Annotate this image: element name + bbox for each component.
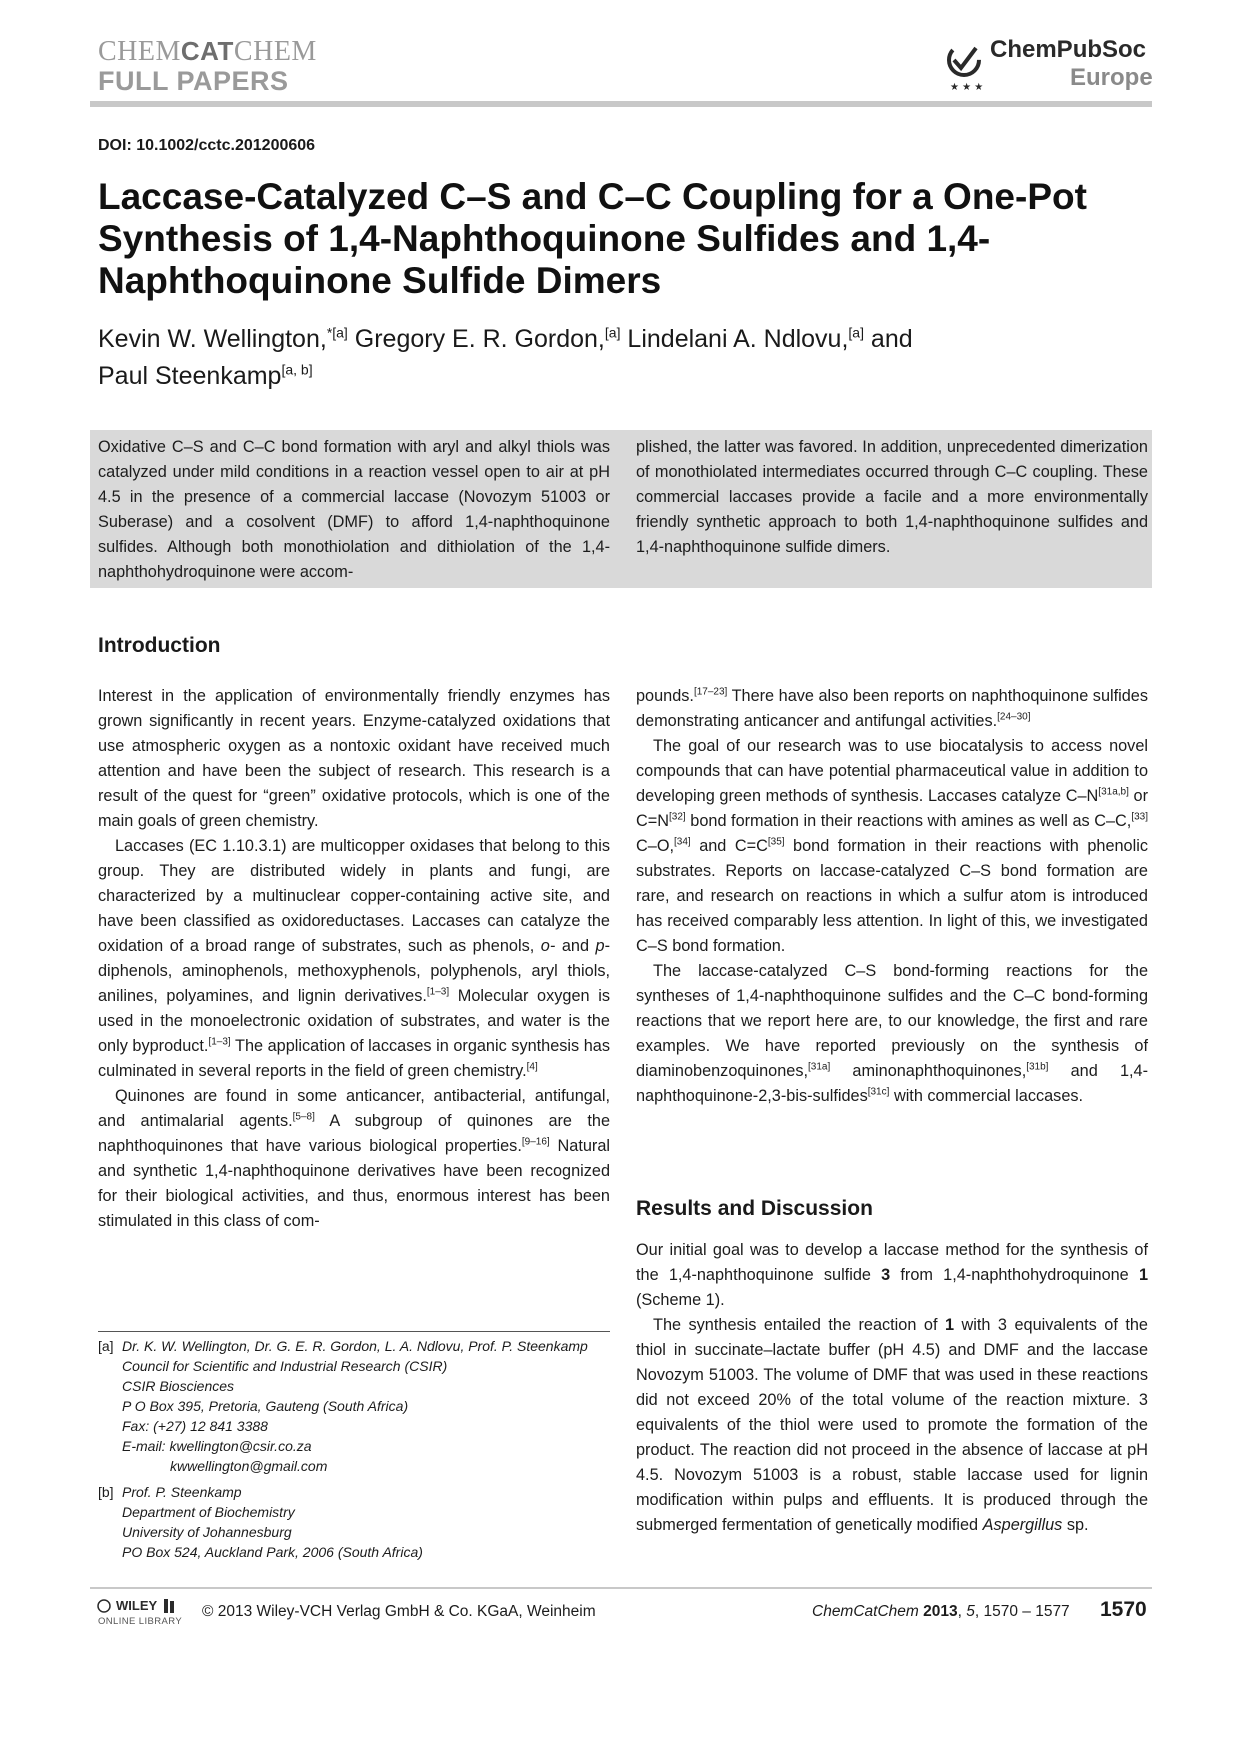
compound-number: 1 [944, 1316, 955, 1334]
citation-volume: 5 [966, 1603, 975, 1620]
article-title: Laccase-Catalyzed C–S and C–C Coupling for a One-Pot Synthesis of 1,4-Naphthoquinone Sulfides and 1,4-Naphthoquinone Sulfide Dimers [98, 176, 1087, 301]
journal-name-bold: CAT [180, 36, 234, 66]
affiliation-a [98, 1336, 610, 1476]
compound-number: 1 [1138, 1266, 1149, 1284]
author-separator: and [863, 325, 913, 354]
journal-name-prefix: CHEM [98, 36, 181, 67]
results-heading: Results and Discussion [636, 1197, 873, 1220]
author [98, 325, 355, 353]
affiliation-tag: [a] [98, 1338, 114, 1354]
citation-pages: 1570 – 1577 [983, 1603, 1070, 1620]
wiley-online-library: ONLINE LIBRARY [98, 1616, 183, 1627]
introduction-heading: Introduction [98, 634, 221, 657]
affiliation-mark: [a] [848, 325, 864, 341]
header-rule [90, 101, 1152, 107]
author [98, 362, 313, 390]
citation[interactable]: [1–3] [426, 986, 450, 998]
citation[interactable]: [33] [1131, 811, 1148, 823]
citation[interactable]: [9–16] [521, 1136, 550, 1148]
paragraph: The goal of our research was to use biocatalysis to access novel compounds that can have potential pharmaceutical value in addition to developing green methods of synthesis. Laccases catalyze C–N[31a,b] or C=N[32] bond formation in their reactions with amines as well as C–C,[33] C–O,[34] and C=C[35] bond formation in their reactions with phenolic substrates. Reports on laccase-catalyzed C–S bond formation are rare, and research on reactions in which a sulfur atom is introduced has received comparably less attention. In light of this, we investigated C–S bond formation. [636, 737, 1149, 955]
affiliation-line: PO Box 524, Auckland Park, 2006 (South Africa) [122, 1544, 423, 1560]
paragraph: Our initial goal was to develop a laccase method for the synthesis of the 1,4-naphthoquinone sulfide 3 from 1,4-naphthohydroquinone 1 (Scheme 1). [636, 1241, 1149, 1309]
citation[interactable]: [17–23] [693, 686, 728, 698]
affiliation-b [98, 1482, 610, 1562]
affiliation-line: Prof. P. Steenkamp [122, 1484, 242, 1500]
compound-number: 3 [881, 1266, 891, 1284]
affiliation-line: Fax: (+27) 12 841 3388 [122, 1418, 268, 1434]
author [355, 325, 628, 353]
footer-rule [90, 1587, 1152, 1589]
paragraph: The laccase-catalyzed C–S bond-forming reactions for the syntheses of 1,4-naphthoquinone sulfides and the C–C bond-forming reactions that we report here are, to our knowledge, the first and rare examples. We have reported previously on the synthesis of diaminobenzoquinones,[31a] aminonaphthoquinones,[31b] and 1,4-naphthoquinone-2,3-bis-sulfides[31c] with commercial laccases. [636, 962, 1148, 1105]
journal-name [98, 38, 317, 66]
citation[interactable]: [4] [526, 1061, 538, 1073]
doi[interactable]: DOI: 10.1002/cctc.201200606 [98, 137, 316, 154]
abstract-text-right: plished, the latter was favored. In addition, unprecedented dimerization of monothiolated intermediates occurred through C–C coupling. These commercial laccases provide a facile and a more environmentally friendly synthetic approach to both 1,4-naphthoquinone sulfides and 1,4-naphthoquinone sulfide dimers. [636, 438, 1148, 556]
affiliation-tag: [b] [98, 1484, 114, 1500]
wiley-wordmark: WILEY [116, 1598, 158, 1613]
citation[interactable]: [35] [767, 836, 785, 848]
citation[interactable]: [1–3] [208, 1036, 231, 1048]
citation[interactable]: [24–30] [997, 711, 1031, 723]
affiliation-line: Department of Biochemistry [122, 1504, 295, 1520]
copyright-notice: © 2013 Wiley-VCH Verlag GmbH & Co. KGaA, Weinheim [202, 1603, 596, 1620]
author-name: Gregory E. R. Gordon, [354, 325, 605, 354]
citation[interactable]: [5–8] [292, 1111, 315, 1123]
affiliation-mark: [a] [604, 325, 621, 341]
citation-journal: ChemCatChem [812, 1603, 919, 1620]
publisher-name: ChemPubSoc [990, 36, 1147, 63]
citation[interactable]: [34] [674, 836, 691, 848]
email-link[interactable]: E-mail: kwellington@csir.co.za [122, 1438, 312, 1454]
affiliation-line: Council for Scientific and Industrial Research (CSIR) [122, 1358, 448, 1374]
citation[interactable]: [32] [669, 811, 686, 823]
affiliation-mark: *[a] [326, 325, 348, 341]
author-name: Lindelani A. Ndlovu, [627, 325, 849, 354]
affiliation-rule [98, 1331, 610, 1332]
results-column [636, 1238, 1148, 1538]
affiliation-line: University of Johannesburg [122, 1524, 292, 1540]
journal-citation: ChemCatChem 2013, 5, 1570 – 1577 [812, 1603, 1070, 1620]
paragraph: pounds.[17–23] There have also been reports on naphthoquinone sulfides demonstrating anticancer and antifungal activities.[24–30] [636, 686, 1149, 730]
publisher-region: Europe [1070, 64, 1153, 91]
introduction-column-right [636, 684, 1148, 1109]
paragraph: The synthesis entailed the reaction of 1 with 3 equivalents of the thiol in succinate–lactate buffer (pH 4.5) and DMF and the laccase Novozym 51003. The volume of DMF that was used in these reactions did not exceed 20% of the total volume of the reaction mixture. 3 equivalents of the thiol were used to promote the formation of the product. The reaction did not proceed in the absence of laccase at pH 4.5. Novozym 51003 is a robust, stable laccase used for lignin modification within pulps and effluents. It is produced through the submerged fermentation of genetically modified Aspergillus sp. [636, 1316, 1148, 1534]
author-name: Kevin W. Wellington, [98, 325, 327, 354]
author-separator [348, 325, 355, 353]
citation[interactable]: [31a,b] [1098, 786, 1129, 798]
journal-name-suffix: CHEM [233, 36, 317, 67]
citation[interactable]: [31a] [808, 1061, 831, 1073]
citation[interactable]: [31b] [1026, 1061, 1049, 1073]
paragraph: Interest in the application of environmentally friendly enzymes has grown significantly in recent years. Enzyme-catalyzed oxidations that use atmospheric oxygen as a nontoxic oxidant have received much attention and have been the subject of research. This research is a result of the quest for “green” oxidative protocols, which is one of the main goals of green chemistry. [98, 687, 610, 830]
author [627, 325, 912, 353]
abstract-text-left: Oxidative C–S and C–C bond formation with aryl and alkyl thiols was catalyzed under mild conditions in a reaction vessel open to air at pH 4.5 in the presence of a commercial laccase (Novozym 51003 or Suberase) and a cosolvent (DMF) to afford 1,4-naphthoquinone sulfides. Although both monothiolation and dithiolation of the 1,4-naphthohydroquinone were accom- [98, 438, 610, 581]
citation-year: 2013 [923, 1603, 958, 1620]
citation[interactable]: [31c] [867, 1086, 890, 1098]
introduction-column-left [98, 684, 610, 1234]
email-link[interactable]: kwwellington@gmail.com [170, 1458, 328, 1474]
paragraph: Quinones are found in some anticancer, antibacterial, antifungal, and antimalarial agents.[5–8] A subgroup of quinones are the naphthoquinones that have various biological properties.[9–16] Natural and synthetic 1,4-naphthoquinone derivatives have been recognized for their biological activities, and thus, enormous interest has been stimulated in this class of com- [98, 1087, 611, 1230]
affiliation-mark: [a, b] [281, 361, 313, 378]
affiliation-line: CSIR Biosciences [122, 1378, 235, 1394]
section-label: FULL PAPERS [98, 66, 289, 96]
svg-text:★ ★ ★: ★ ★ ★ [950, 82, 984, 93]
author-list [98, 318, 1158, 391]
affiliation-line: P O Box 395, Pretoria, Gauteng (South Africa) [122, 1398, 409, 1414]
paragraph: Laccases (EC 1.10.3.1) are multicopper oxidases that belong to this group. They are distributed widely in plants and fungi, are characterized by a multinuclear copper-containing active site, and have been classified as oxidoreductases. Laccases can catalyze the oxidation of a broad range of substrates, such as phenols, o- and p-diphenols, aminophenols, methoxyphenols, polyphenols, aryl thiols, anilines, polyamines, and lignin derivatives.[1–3] Molecular oxygen is used in the monoelectronic oxidation of substrates, and water is the only byproduct.[1–3] The application of laccases in organic synthesis has culminated in several reports in the field of green chemistry.[4] [98, 837, 611, 1080]
page-number: 1570 [1100, 1598, 1147, 1621]
author-name: Paul Steenkamp [98, 361, 282, 390]
affiliation-line: Dr. K. W. Wellington, Dr. G. E. R. Gordon, L. A. Ndlovu, Prof. P. Steenkamp [122, 1338, 588, 1354]
